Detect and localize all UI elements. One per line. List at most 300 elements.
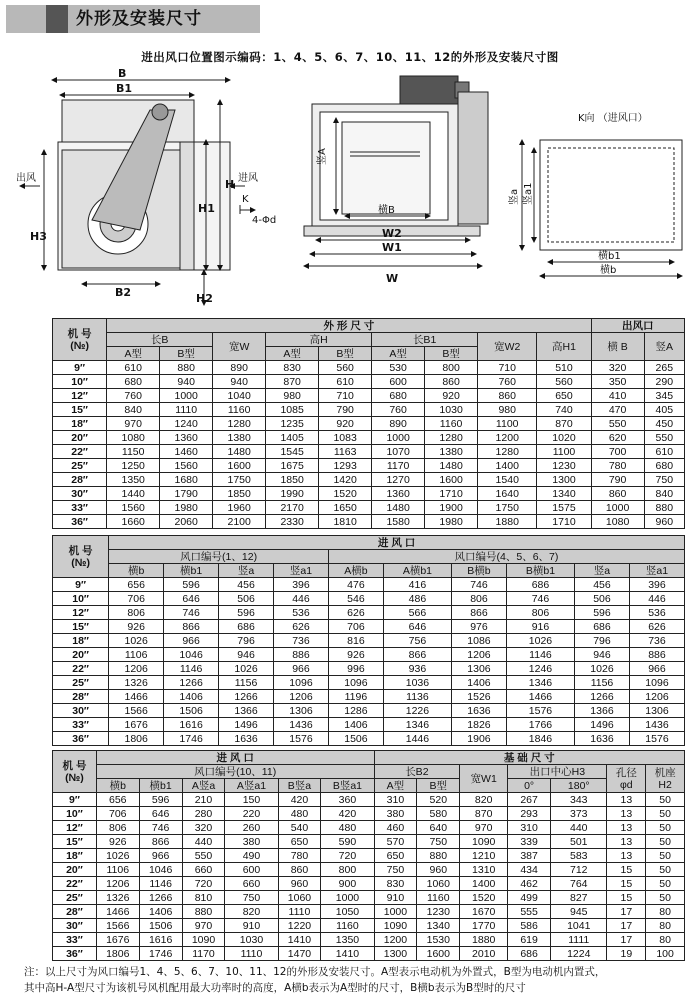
value-cell: 910 [374, 891, 417, 905]
value-cell: 626 [328, 606, 383, 620]
column-header: 180° [551, 779, 607, 793]
value-cell: 1000 [372, 431, 425, 445]
value-cell: 150 [225, 793, 278, 807]
value-cell: 916 [506, 620, 574, 634]
label-B1: B1 [116, 82, 133, 95]
th-outlet-group: 出风口 [591, 319, 684, 333]
value-cell: 619 [508, 933, 551, 947]
value-cell: 1196 [328, 690, 383, 704]
value-cell: 1326 [96, 891, 139, 905]
column-header: 竖a [219, 564, 274, 578]
value-cell: 1480 [372, 501, 425, 515]
value-cell: 656 [109, 578, 164, 592]
column-header: 0° [508, 779, 551, 793]
value-cell: 506 [575, 592, 630, 606]
th-H1: 高H1 [537, 333, 591, 361]
value-cell: 396 [629, 578, 684, 592]
value-cell: 1545 [266, 445, 319, 459]
value-cell: 293 [508, 807, 551, 821]
value-cell: 1310 [460, 863, 508, 877]
value-cell: 966 [274, 662, 329, 676]
value-cell: 416 [383, 578, 451, 592]
value-cell: 550 [591, 417, 644, 431]
value-cell: 840 [644, 487, 684, 501]
value-cell: 486 [383, 592, 451, 606]
value-cell: 1675 [266, 459, 319, 473]
label-horiz-B: 横B [378, 205, 395, 216]
value-cell: 960 [417, 863, 460, 877]
value-cell: 1286 [328, 704, 383, 718]
value-cell: 1440 [107, 487, 160, 501]
table-row [53, 905, 685, 919]
value-cell: 880 [160, 361, 213, 375]
value-cell: 1846 [506, 732, 574, 746]
value-cell: 1086 [451, 634, 506, 648]
value-cell: 1496 [219, 718, 274, 732]
value-cell: 1050 [321, 905, 374, 919]
value-cell: 746 [164, 606, 219, 620]
value-cell: 1090 [460, 835, 508, 849]
label-H2: H2 [196, 292, 213, 305]
value-cell: 1306 [629, 704, 684, 718]
value-cell: 1770 [460, 919, 508, 933]
value-cell: 660 [225, 877, 278, 891]
value-cell: 970 [460, 821, 508, 835]
label-horiz-b1: 横b1 [598, 251, 621, 262]
dimension-drawings [0, 62, 700, 310]
value-cell: 1640 [478, 487, 537, 501]
value-cell: 387 [508, 849, 551, 863]
label-vert-A: 竖A [317, 148, 328, 165]
value-cell: 750 [225, 891, 278, 905]
value-cell: 830 [266, 361, 319, 375]
value-cell: 1506 [328, 732, 383, 746]
value-cell: 945 [551, 905, 607, 919]
label-kview: K向 （进风口） [578, 113, 648, 124]
value-cell: 1340 [537, 487, 591, 501]
column-header: 竖a1 [274, 564, 329, 578]
column-header: A竖a1 [225, 779, 278, 793]
value-cell: 780 [278, 849, 321, 863]
value-cell: 1146 [164, 662, 219, 676]
value-cell: 350 [591, 375, 644, 389]
value-cell: 1766 [506, 718, 574, 732]
value-cell: 1160 [425, 417, 478, 431]
table-row [53, 403, 685, 417]
value-cell: 1200 [478, 431, 537, 445]
value-cell: 1410 [321, 947, 374, 961]
label-W2: W2 [382, 227, 402, 240]
column-header: 横b1 [139, 779, 182, 793]
value-cell: 1200 [374, 933, 417, 947]
th-W1: 宽W1 [460, 765, 508, 793]
value-cell: 960 [278, 877, 321, 891]
value-cell: 540 [278, 821, 321, 835]
table-row [53, 445, 685, 459]
value-cell: 13 [607, 849, 646, 863]
value-cell: 1080 [107, 431, 160, 445]
value-cell: 1880 [478, 515, 537, 529]
value-cell: 1566 [109, 704, 164, 718]
value-cell: 460 [374, 821, 417, 835]
value-cell: 1600 [417, 947, 460, 961]
value-cell: 566 [383, 606, 451, 620]
label-W: W [386, 272, 399, 285]
table-row [53, 877, 685, 891]
value-cell: 650 [374, 849, 417, 863]
value-cell: 700 [591, 445, 644, 459]
label-vert-a1: 竖a1 [523, 182, 534, 205]
value-cell: 900 [321, 877, 374, 891]
value-cell: 1090 [374, 919, 417, 933]
value-cell: 1206 [109, 662, 164, 676]
value-cell: 1580 [372, 515, 425, 529]
value-cell: 280 [182, 807, 225, 821]
value-cell: 360 [321, 793, 374, 807]
value-cell: 936 [383, 662, 451, 676]
value-cell: 2100 [213, 515, 266, 529]
value-cell: 764 [551, 877, 607, 891]
value-cell: 686 [506, 578, 574, 592]
value-cell: 1206 [451, 648, 506, 662]
value-cell: 320 [591, 361, 644, 375]
th-code-10-11: 风口编号(10、11) [96, 765, 374, 779]
model-cell: 25″ [53, 676, 109, 690]
value-cell: 290 [644, 375, 684, 389]
value-cell: 1360 [372, 487, 425, 501]
value-cell: 866 [383, 648, 451, 662]
value-cell: 1085 [266, 403, 319, 417]
value-cell: 1660 [107, 515, 160, 529]
table-row [53, 732, 685, 746]
label-H: H [225, 178, 235, 191]
value-cell: 1670 [460, 905, 508, 919]
value-cell: 583 [551, 849, 607, 863]
th-horizB: 横 B [591, 333, 644, 361]
model-cell: 22″ [53, 662, 109, 676]
table-row [53, 662, 685, 676]
value-cell: 860 [591, 487, 644, 501]
column-header: 横b [109, 564, 164, 578]
value-cell: 1710 [537, 515, 591, 529]
value-cell: 1790 [160, 487, 213, 501]
value-cell: 1900 [425, 501, 478, 515]
table-row [53, 515, 685, 529]
model-cell: 30″ [53, 487, 107, 501]
value-cell: 310 [508, 821, 551, 835]
label-B2: B2 [115, 286, 132, 299]
model-cell: 30″ [53, 919, 97, 933]
table-row [53, 578, 685, 592]
value-cell: 1406 [164, 690, 219, 704]
model-cell: 9″ [53, 793, 97, 807]
model-cell: 12″ [53, 821, 97, 835]
value-cell: 1306 [274, 704, 329, 718]
value-cell: 866 [139, 835, 182, 849]
value-cell: 1083 [319, 431, 372, 445]
value-cell: 373 [551, 807, 607, 821]
value-cell: 80 [646, 919, 685, 933]
value-cell: 1110 [160, 403, 213, 417]
table-row [53, 891, 685, 905]
value-cell: 746 [506, 592, 574, 606]
value-cell: 1540 [478, 473, 537, 487]
label-K: K [242, 194, 249, 205]
value-cell: 620 [591, 431, 644, 445]
value-cell: 536 [274, 606, 329, 620]
value-cell: 1806 [96, 947, 139, 961]
value-cell: 480 [321, 821, 374, 835]
value-cell: 456 [219, 578, 274, 592]
value-cell: 1560 [160, 459, 213, 473]
value-cell: 1346 [506, 676, 574, 690]
value-cell: 920 [319, 417, 372, 431]
value-cell: 710 [478, 361, 537, 375]
value-cell: 980 [266, 389, 319, 403]
table-row [53, 793, 685, 807]
value-cell: 343 [551, 793, 607, 807]
value-cell: 2010 [460, 947, 508, 961]
value-cell: 100 [646, 947, 685, 961]
table-row [53, 634, 685, 648]
value-cell: 1100 [537, 445, 591, 459]
value-cell: 320 [182, 821, 225, 835]
th-H3: 出口中心H3 [508, 765, 607, 779]
value-cell: 1300 [374, 947, 417, 961]
value-cell: 1636 [575, 732, 630, 746]
value-cell: 1160 [417, 891, 460, 905]
value-cell: 1750 [213, 473, 266, 487]
value-cell: 650 [278, 835, 321, 849]
value-cell: 1676 [109, 718, 164, 732]
value-cell: 1040 [213, 389, 266, 403]
th-inlet-group: 进 风 口 [96, 751, 374, 765]
value-cell: 1460 [160, 445, 213, 459]
value-cell: 736 [629, 634, 684, 648]
model-cell: 28″ [53, 690, 109, 704]
value-cell: 976 [451, 620, 506, 634]
value-cell: 50 [646, 849, 685, 863]
value-cell: 1810 [319, 515, 372, 529]
value-cell: 1400 [478, 459, 537, 473]
value-cell: 1046 [139, 863, 182, 877]
model-cell: 15″ [53, 403, 107, 417]
value-cell: 1520 [460, 891, 508, 905]
foundation-dimension-table [52, 750, 685, 961]
value-cell: 586 [508, 919, 551, 933]
value-cell: 446 [274, 592, 329, 606]
th-model: 机 号 (№) [53, 536, 109, 578]
value-cell: 970 [107, 417, 160, 431]
value-cell: 626 [629, 620, 684, 634]
value-cell: 1400 [460, 877, 508, 891]
table-row [53, 473, 685, 487]
value-cell: 596 [575, 606, 630, 620]
value-cell: 396 [274, 578, 329, 592]
table-row [53, 648, 685, 662]
value-cell: 15 [607, 877, 646, 891]
value-cell: 1470 [278, 947, 321, 961]
value-cell: 800 [425, 361, 478, 375]
value-cell: 560 [537, 375, 591, 389]
value-cell: 550 [182, 849, 225, 863]
value-cell: 1266 [164, 676, 219, 690]
value-cell: 1136 [383, 690, 451, 704]
value-cell: 1650 [319, 501, 372, 515]
value-cell: 1246 [506, 662, 574, 676]
model-cell: 36″ [53, 515, 107, 529]
value-cell: 1340 [417, 919, 460, 933]
value-cell: 1293 [319, 459, 372, 473]
model-cell: 18″ [53, 417, 107, 431]
value-cell: 1746 [139, 947, 182, 961]
value-cell: 1170 [372, 459, 425, 473]
value-cell: 1096 [629, 676, 684, 690]
table-row [53, 606, 685, 620]
value-cell: 1306 [451, 662, 506, 676]
footnote [24, 964, 696, 996]
value-cell: 17 [607, 933, 646, 947]
value-cell: 80 [646, 905, 685, 919]
column-header: 竖a1 [629, 564, 684, 578]
value-cell: 760 [372, 403, 425, 417]
value-cell: 1676 [96, 933, 139, 947]
value-cell: 580 [417, 807, 460, 821]
model-cell: 9″ [53, 361, 107, 375]
value-cell: 1060 [278, 891, 321, 905]
table-row [53, 459, 685, 473]
side-view-drawing [20, 80, 255, 305]
table-row [53, 863, 685, 877]
value-cell: 536 [629, 606, 684, 620]
value-cell: 1230 [417, 905, 460, 919]
value-cell: 550 [644, 431, 684, 445]
value-cell: 790 [591, 473, 644, 487]
value-cell: 1146 [139, 877, 182, 891]
value-cell: 1980 [160, 501, 213, 515]
value-cell: 870 [537, 417, 591, 431]
value-cell: 380 [374, 807, 417, 821]
column-header: A型 [374, 779, 417, 793]
value-cell: 1266 [139, 891, 182, 905]
value-cell: 1350 [321, 933, 374, 947]
value-cell: 940 [160, 375, 213, 389]
value-cell: 966 [629, 662, 684, 676]
value-cell: 1150 [107, 445, 160, 459]
value-cell: 13 [607, 821, 646, 835]
value-cell: 1160 [213, 403, 266, 417]
value-cell: 1080 [591, 515, 644, 529]
th-base: 机座 H2 [646, 765, 685, 793]
value-cell: 2330 [266, 515, 319, 529]
value-cell: 1266 [219, 690, 274, 704]
model-cell: 15″ [53, 835, 97, 849]
value-cell: 1160 [321, 919, 374, 933]
value-cell: 50 [646, 877, 685, 891]
value-cell: 1436 [274, 718, 329, 732]
value-cell: 1000 [591, 501, 644, 515]
value-cell: 1616 [139, 933, 182, 947]
table-row [53, 592, 685, 606]
th-typeB: B型 [319, 347, 372, 361]
model-cell: 28″ [53, 473, 107, 487]
value-cell: 530 [372, 361, 425, 375]
value-cell: 866 [164, 620, 219, 634]
value-cell: 450 [644, 417, 684, 431]
value-cell: 1850 [213, 487, 266, 501]
value-cell: 890 [372, 417, 425, 431]
header-marker [46, 5, 68, 33]
value-cell: 760 [478, 375, 537, 389]
value-cell: 686 [575, 620, 630, 634]
value-cell: 339 [508, 835, 551, 849]
value-cell: 267 [508, 793, 551, 807]
value-cell: 1480 [213, 445, 266, 459]
value-cell: 1980 [425, 515, 478, 529]
value-cell: 820 [225, 905, 278, 919]
value-cell: 1106 [96, 863, 139, 877]
table-row [53, 704, 685, 718]
value-cell: 1380 [213, 431, 266, 445]
table-row [53, 835, 685, 849]
value-cell: 434 [508, 863, 551, 877]
value-cell: 1346 [383, 718, 451, 732]
value-cell: 1600 [213, 459, 266, 473]
value-cell: 626 [274, 620, 329, 634]
value-cell: 1146 [506, 648, 574, 662]
value-cell: 926 [96, 835, 139, 849]
value-cell: 890 [213, 361, 266, 375]
value-cell: 1746 [164, 732, 219, 746]
model-cell: 20″ [53, 431, 107, 445]
th-model: 机 号 (№) [53, 319, 107, 361]
model-cell: 10″ [53, 375, 107, 389]
value-cell: 17 [607, 919, 646, 933]
value-cell: 1496 [575, 718, 630, 732]
model-cell: 36″ [53, 947, 97, 961]
value-cell: 1575 [537, 501, 591, 515]
value-cell: 860 [425, 375, 478, 389]
value-cell: 440 [182, 835, 225, 849]
value-cell: 265 [644, 361, 684, 375]
model-cell: 20″ [53, 863, 97, 877]
value-cell: 520 [417, 793, 460, 807]
model-cell: 15″ [53, 620, 109, 634]
th-typeA: A型 [372, 347, 425, 361]
th-foundation-group: 基 础 尺 寸 [374, 751, 685, 765]
table-row [53, 375, 685, 389]
th-height: 高H [266, 333, 372, 347]
value-cell: 1210 [460, 849, 508, 863]
value-cell: 560 [319, 361, 372, 375]
value-cell: 1566 [96, 919, 139, 933]
value-cell: 50 [646, 821, 685, 835]
table-row [53, 431, 685, 445]
model-cell: 20″ [53, 648, 109, 662]
model-cell: 18″ [53, 849, 97, 863]
model-cell: 33″ [53, 718, 109, 732]
value-cell: 920 [425, 389, 478, 403]
value-cell: 1360 [160, 431, 213, 445]
value-cell: 946 [575, 648, 630, 662]
value-cell: 1026 [575, 662, 630, 676]
value-cell: 980 [478, 403, 537, 417]
value-cell: 712 [551, 863, 607, 877]
th-code-4-7: 风口编号(4、5、6、7) [328, 550, 684, 564]
value-cell: 750 [417, 835, 460, 849]
th-typeB: B型 [160, 347, 213, 361]
th-B2: 长B2 [374, 765, 460, 779]
